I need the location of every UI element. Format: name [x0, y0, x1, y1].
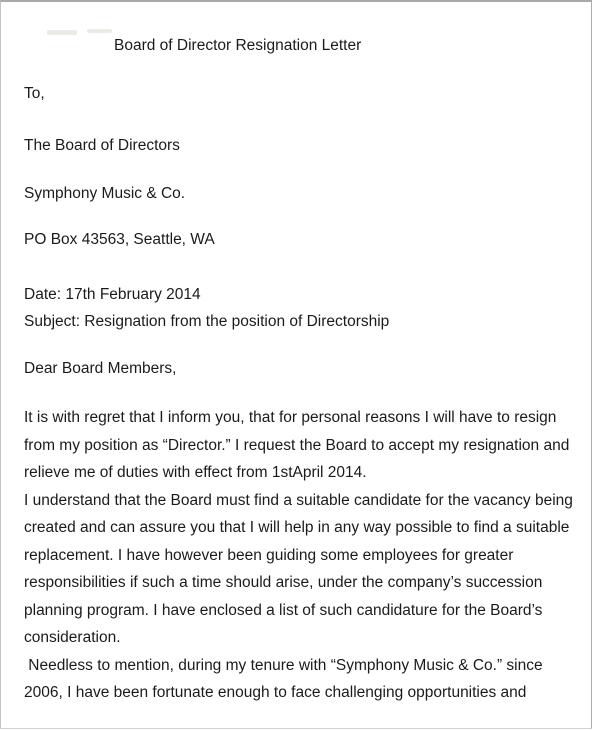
letter-body-line: planning program. I have enclosed a list of such candidature for the Board’s	[24, 601, 543, 619]
letter-to-line: To,	[24, 85, 45, 102]
letter-subject-line: Subject: Resignation from the position of Directorship	[24, 313, 390, 330]
letter-body-line: 2006, I have been fortunate enough to face challenging opportunities and	[24, 684, 527, 701]
letter-body-line: It is with regret that I inform you, that for personal reasons I will have to resign	[24, 409, 557, 426]
letter-greeting-line: Dear Board Members,	[24, 360, 177, 377]
letter-body-line: created and can assure you that I will help in any way possible to find a suitable	[24, 519, 570, 536]
letter-body-line: responsibilities if such a time should arise, under the company’s succession	[24, 574, 543, 591]
letter-body-line: from my position as “Director.” I request the Board to accept my resignation and	[24, 436, 570, 454]
letter-recipient-line: The Board of Directors	[24, 137, 180, 154]
faded-text-artifact	[87, 29, 112, 33]
letter-body-line: relieve me of duties with effect from 1stApril 2014.	[24, 464, 367, 481]
letter-body-line: replacement. I have however been guiding some employees for greater	[24, 546, 514, 564]
letter-body-line: I understand that the Board must find a suitable candidate for the vacancy being	[24, 491, 573, 509]
letter-body	[24, 404, 573, 707]
letter-body-line: Needless to mention, during my tenure with “Symphony Music & Co.” since	[24, 656, 543, 674]
faded-text-artifact	[47, 30, 77, 35]
letter-title: Board of Director Resignation Letter	[114, 37, 362, 54]
letter-date-line: Date: 17th February 2014	[24, 286, 201, 303]
letter-company-line: Symphony Music & Co.	[24, 185, 186, 202]
letter-address-line: PO Box 43563, Seattle, WA	[24, 231, 215, 248]
letter-body-line: consideration.	[24, 629, 121, 646]
